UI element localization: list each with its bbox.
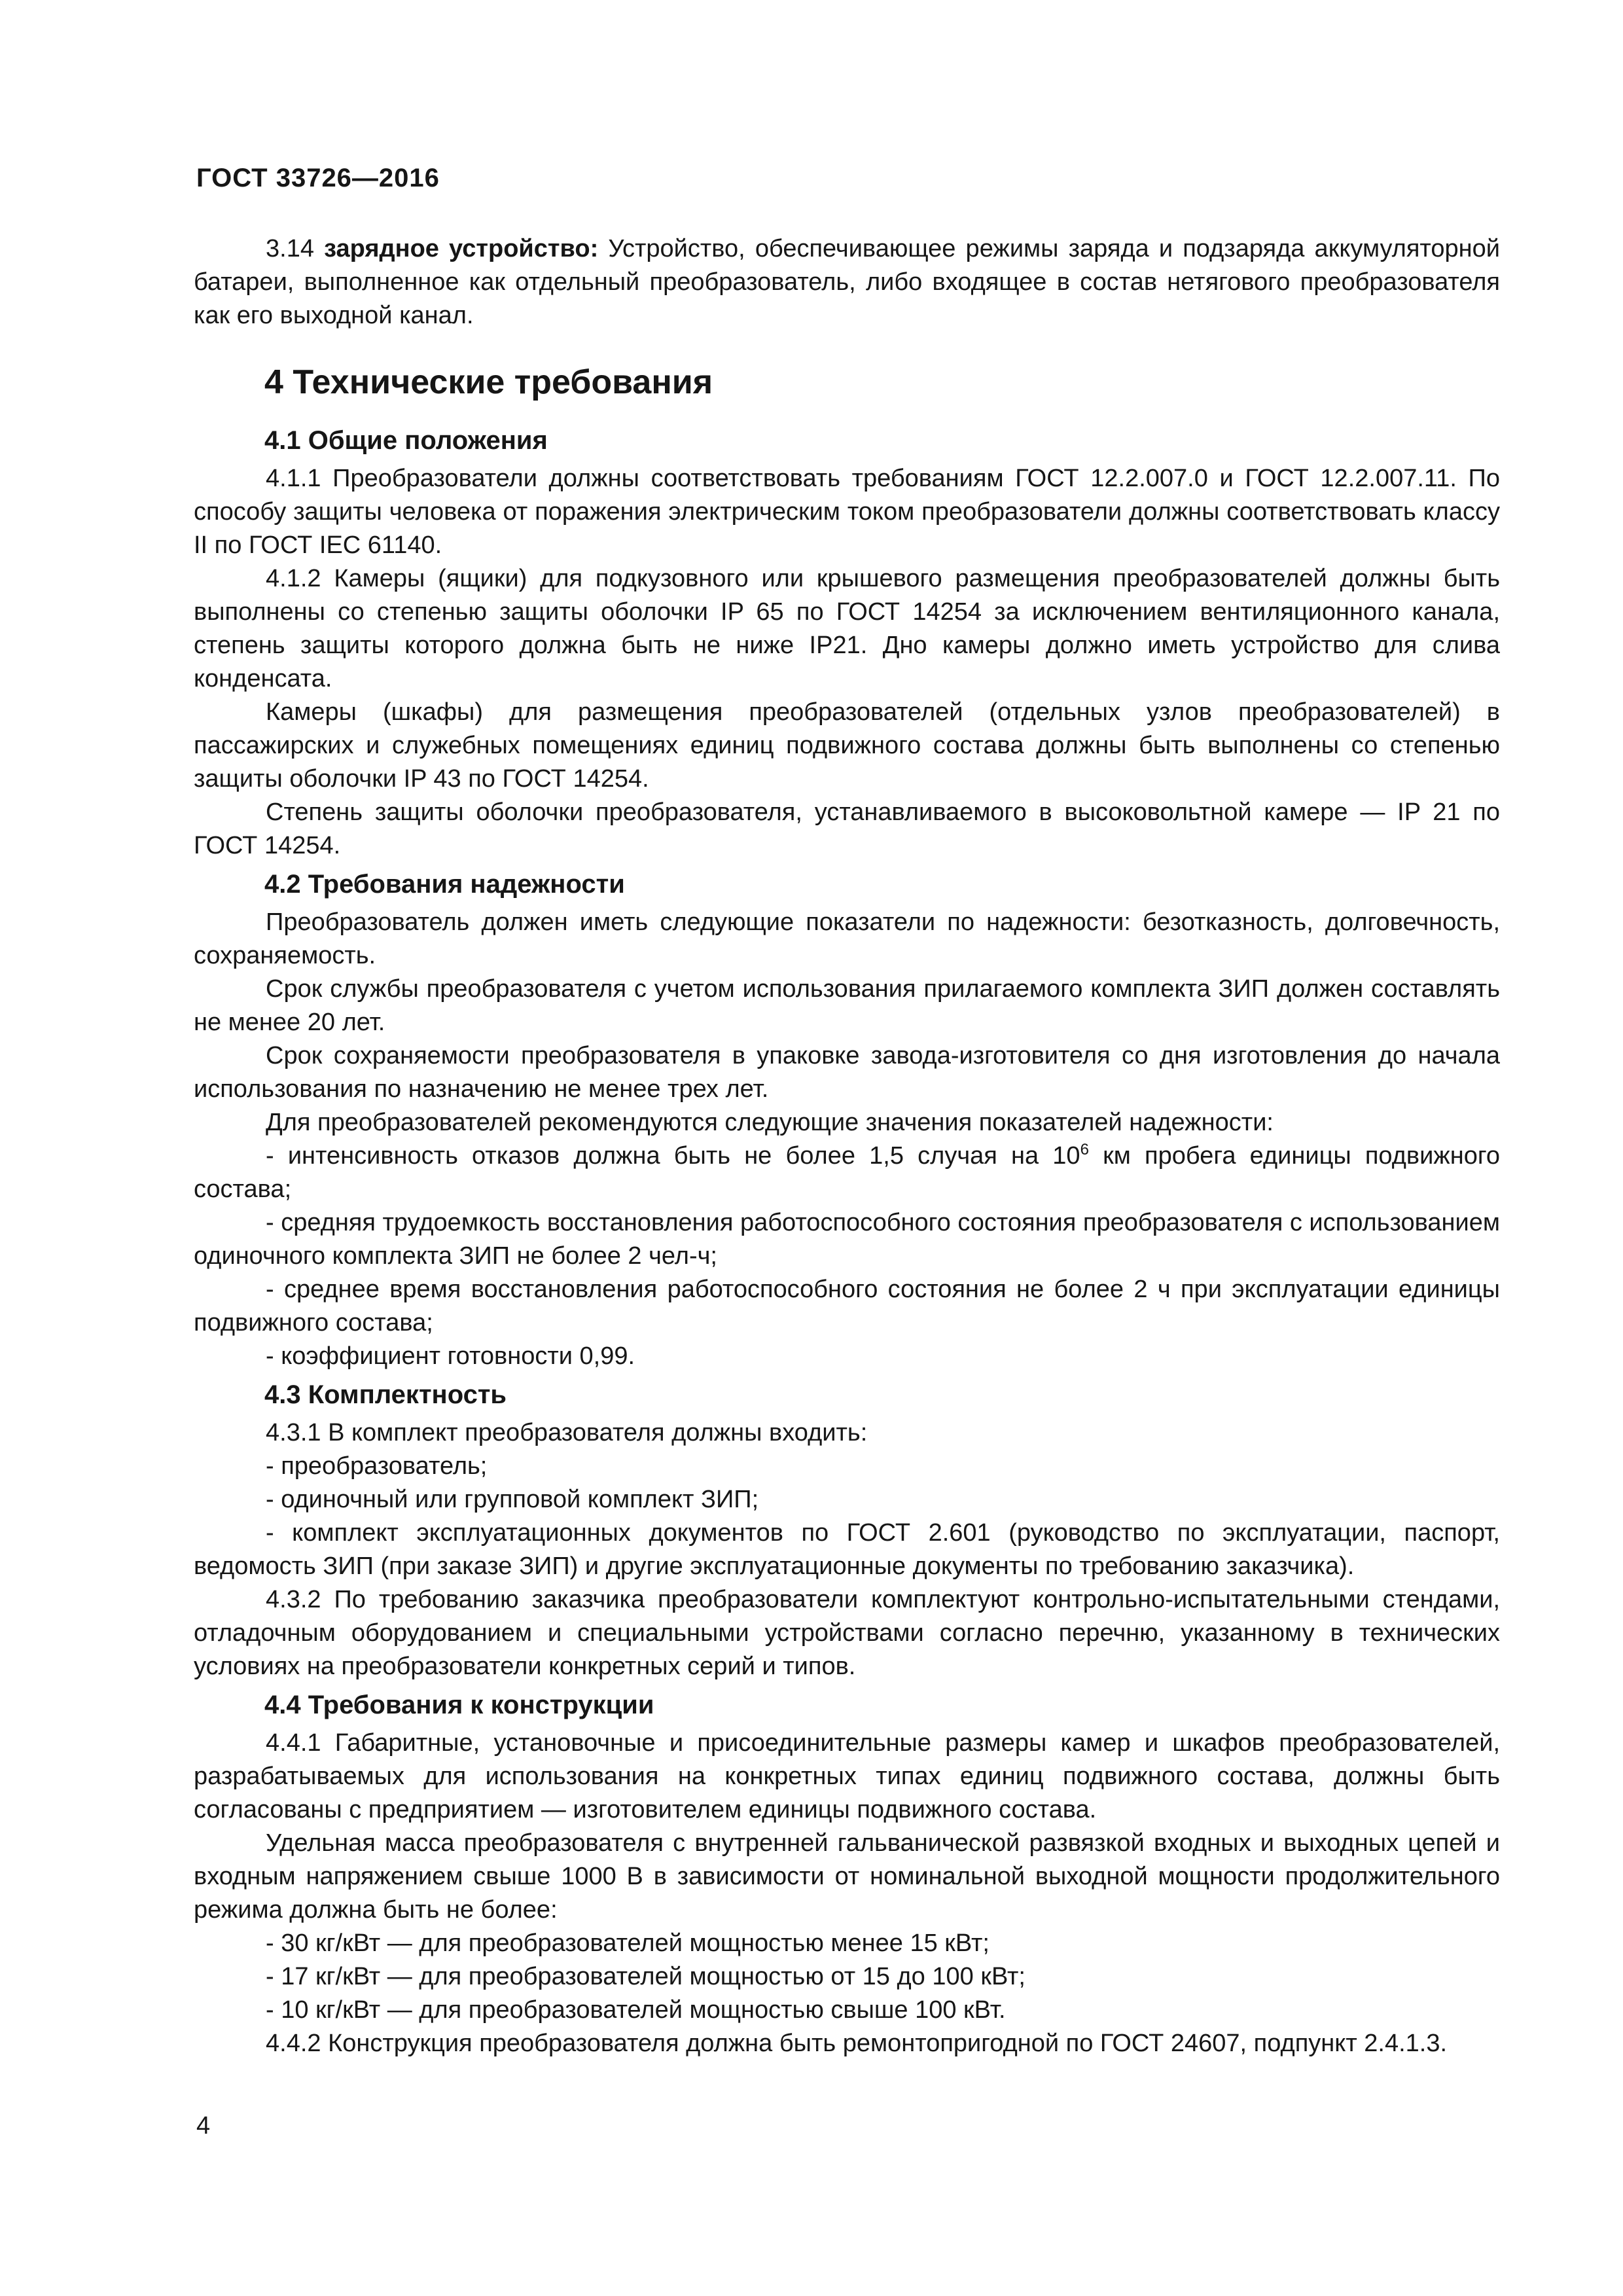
paragraph-4-1-2: 4.1.2 Камеры (ящики) для подкузовного или крышевого размещения преобразователей должны быть выполнены со степенью защиты оболочки IP 65 по ГОСТ 14254 за исключением вентиляционного канала, степень защиты которого должна быть не ниже IP21. Дно камеры должно иметь устройство для слива конденсата.: [194, 565, 1500, 692]
list-item: - одиночный или групповой комплект ЗИП;: [266, 1486, 759, 1513]
paragraph-4-1-1: 4.1.1 Преобразователи должны соответствовать требованиям ГОСТ 12.2.007.0 и ГОСТ 12.2.007.11. По способу защиты человека от поражения электрическим током преобразователи должны соответствовать классу II по ГОСТ IEC 61140.: [194, 465, 1500, 559]
list-item: - коэффициент готовности 0,99.: [266, 1342, 635, 1370]
list-item-text: - интенсивность отказов должна быть не более 1,5 случая на 10: [266, 1142, 1080, 1170]
list-item: - 10 кг/кВт — для преобразователей мощностью свыше 100 кВт.: [266, 1996, 1006, 2024]
paragraph-4-1-2-c: Степень защиты оболочки преобразователя, устанавливаемого в высоковольтной камере — IP 21 по ГОСТ 14254.: [194, 798, 1500, 859]
document-header: ГОСТ 33726—2016: [196, 164, 440, 192]
section-4-2-heading: 4.2 Требования надежности: [264, 870, 625, 899]
list-item: - 17 кг/кВт — для преобразователей мощностью от 15 до 100 кВт;: [266, 1963, 1026, 1990]
clause-number: 3.14: [266, 235, 314, 262]
paragraph-3-14: [194, 232, 1500, 332]
list-item: - средняя трудоемкость восстановления работоспособного состояния преобразователя с использованием одиночного комплекта ЗИП не более 2 чел-ч;: [194, 1209, 1500, 1270]
list-item: - 30 кг/кВт — для преобразователей мощностью менее 15 кВт;: [266, 1929, 990, 1957]
section-4-1-heading: 4.1 Общие положения: [264, 426, 548, 455]
term-text: Устройство, обеспечивающее режимы заряда и подзаряда аккумуляторной батареи, выполненное как отдельный преобразователь, либо входящее в состав нетягового преобразователя как его выходной канал.: [194, 235, 1500, 329]
section-4-4-heading: 4.4 Требования к конструкции: [264, 1691, 654, 1719]
paragraph-4-4-2: 4.4.2 Конструкция преобразователя должна быть ремонтопригодной по ГОСТ 24607, подпункт 2.4.1.3.: [266, 2030, 1448, 2057]
paragraph-4-2-4: Для преобразователей рекомендуются следующие значения показателей надежности:: [266, 1109, 1274, 1136]
list-item: [194, 1139, 1500, 1206]
section-4-3-heading: 4.3 Комплектность: [264, 1380, 507, 1409]
paragraph-4-4-1: 4.4.1 Габаритные, установочные и присоединительные размеры камер и шкафов преобразователей, разрабатываемых для использования на конкретных типах единиц подвижного состава, должны быть согласованы с предприятием — изготовителем единицы подвижного состава.: [194, 1729, 1500, 1823]
paragraph-4-2-2: Срок службы преобразователя с учетом использования прилагаемого комплекта ЗИП должен составлять не менее 20 лет.: [194, 975, 1500, 1036]
list-item: - преобразователь;: [266, 1452, 488, 1480]
list-item: - комплект эксплуатационных документов по ГОСТ 2.601 (руководство по эксплуатации, паспорт, ведомость ЗИП (при заказе ЗИП) и другие эксплуатационные документы по требованию заказчика).: [194, 1519, 1500, 1580]
paragraph-4-2-1: Преобразователь должен иметь следующие показатели по надежности: безотказность, долговечность, сохраняемость.: [194, 908, 1500, 969]
paragraph-4-3-2: 4.3.2 По требованию заказчика преобразователи комплектуют контрольно-испытательными стендами, отладочным оборудованием и специальными устройствами согласно перечню, указанному в технических условиях на преобразователи конкретных серий и типов.: [194, 1586, 1500, 1680]
superscript: 6: [1080, 1141, 1089, 1158]
paragraph-4-3-1: 4.3.1 В комплект преобразователя должны входить:: [266, 1419, 868, 1446]
list-item: - среднее время восстановления работоспособного состояния не более 2 ч при эксплуатации единицы подвижного состава;: [194, 1276, 1500, 1336]
term-definition: зарядное устройство:: [324, 235, 599, 262]
section-4-heading: 4 Технические требования: [264, 363, 713, 401]
list-item-text: км пробега единицы подвижного состава;: [194, 1142, 1500, 1203]
page-number: 4: [196, 2112, 211, 2140]
paragraph-4-2-3: Срок сохраняемости преобразователя в упаковке завода-изготовителя со дня изготовления до начала использования по назначению не менее трех лет.: [194, 1042, 1500, 1103]
document-body: [194, 232, 1500, 2060]
paragraph-4-4-1-b: Удельная масса преобразователя с внутренней гальванической развязкой входных и выходных цепей и входным напряжением свыше 1000 В в зависимости от номинальной выходной мощности продолжительного режима должна быть не более:: [194, 1829, 1500, 1924]
paragraph-4-1-2-b: Камеры (шкафы) для размещения преобразователей (отдельных узлов преобразователей) в пассажирских и служебных помещениях единиц подвижного состава должны быть выполнены со степенью защиты оболочки IP 43 по ГОСТ 14254.: [194, 698, 1500, 793]
